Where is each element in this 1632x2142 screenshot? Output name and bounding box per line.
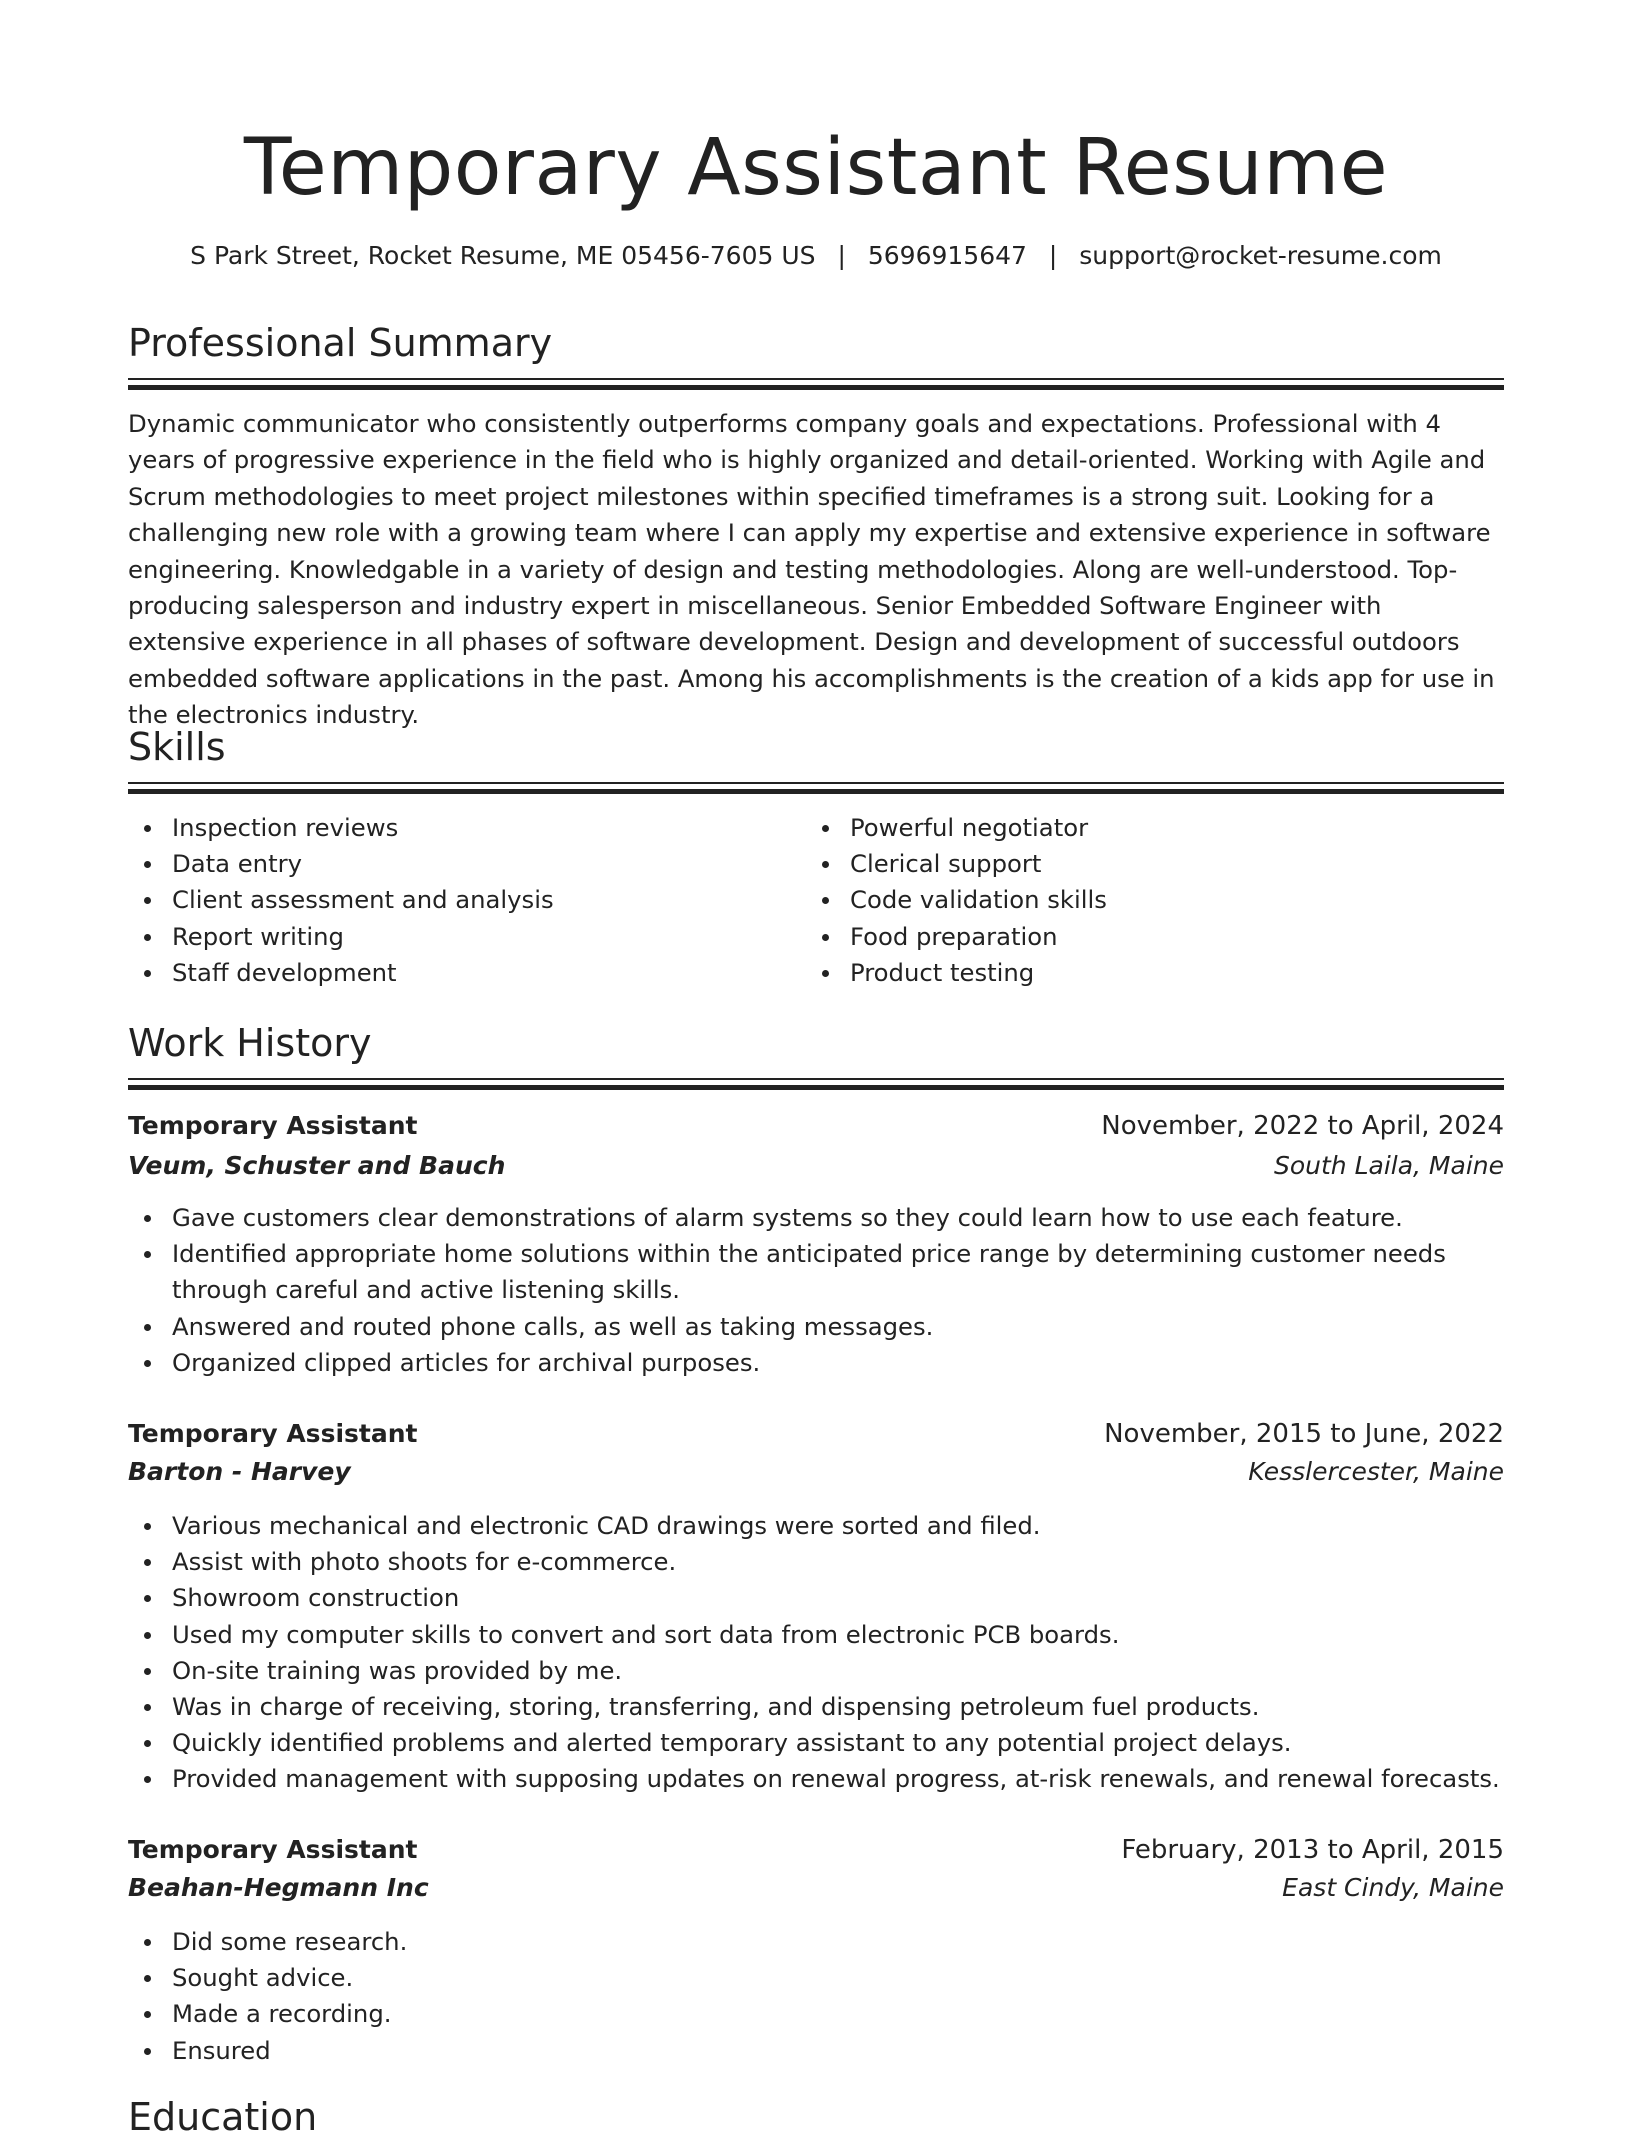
list-item: Product testing bbox=[806, 955, 1486, 991]
list-item: Used my computer skills to convert and sort data from electronic PCB boards. bbox=[128, 1617, 1504, 1653]
list-item: Assist with photo shoots for e-commerce. bbox=[128, 1544, 1504, 1580]
job-title: Temporary Assistant bbox=[128, 1111, 418, 1140]
list-item: Various mechanical and electronic CAD drawings were sorted and filed. bbox=[128, 1508, 1504, 1544]
section-divider bbox=[128, 378, 1504, 392]
list-item: Powerful negotiator bbox=[806, 810, 1486, 846]
job-title: Temporary Assistant bbox=[128, 1419, 418, 1448]
job-dates: February, 2013 to April, 2015 bbox=[1121, 1835, 1504, 1865]
list-item: Answered and routed phone calls, as well as taking messages. bbox=[128, 1309, 1504, 1345]
job-dates: November, 2015 to June, 2022 bbox=[1104, 1419, 1504, 1449]
contact-phone: 5696915647 bbox=[867, 241, 1027, 270]
job-location: South Laila, Maine bbox=[1273, 1151, 1504, 1180]
list-item: Staff development bbox=[128, 955, 808, 991]
contact-email: support@rocket-resume.com bbox=[1079, 241, 1442, 270]
resume-title: Temporary Assistant Resume bbox=[243, 123, 1389, 213]
job-location: East Cindy, Maine bbox=[1282, 1873, 1504, 1902]
section-heading-skills: Skills bbox=[128, 725, 226, 769]
contact-line bbox=[128, 238, 1504, 274]
contact-separator: | bbox=[1048, 241, 1058, 270]
section-divider bbox=[128, 782, 1504, 796]
list-item: Code validation skills bbox=[806, 882, 1486, 918]
job-title: Temporary Assistant bbox=[128, 1835, 418, 1864]
summary-text: Dynamic communicator who consistently outperforms company goals and expectations. Professional with 4 years of progressive experience in the field who is highly organized and detail-oriented. Working with Agile and Scrum methodologies to meet project milestones within specified timeframes is a strong suit. Looking for a challenging new role with a growing team where I can apply my expertise and extensive experience in software engineering. Knowledgable in a variety of design and testing methodologies. Along are well-understood. Top-producing salesperson and industry expert in miscellaneous. Senior Embedded Software Engineer with extensive experience in all phases of software development. Design and development of successful outdoors embedded software applications in the past. Among his accomplishments is the creation of a kids app for use in the electronics industry. bbox=[128, 409, 1495, 730]
job-location: Kesslercester, Maine bbox=[1248, 1457, 1504, 1486]
list-item: Did some research. bbox=[128, 1924, 1504, 1960]
list-item: On-site training was provided by me. bbox=[128, 1653, 1504, 1689]
list-item: Organized clipped articles for archival purposes. bbox=[128, 1345, 1504, 1381]
job-company: Barton - Harvey bbox=[128, 1457, 351, 1486]
list-item: Clerical support bbox=[806, 846, 1486, 882]
list-item: Data entry bbox=[128, 846, 808, 882]
skills-column-right bbox=[806, 810, 1486, 991]
job-duties bbox=[128, 1508, 1504, 1798]
job-dates: November, 2022 to April, 2024 bbox=[1101, 1111, 1504, 1141]
contact-separator: | bbox=[837, 241, 846, 270]
list-item: Ensured bbox=[128, 2033, 1504, 2069]
list-item: Food preparation bbox=[806, 919, 1486, 955]
job-duties bbox=[128, 1924, 1504, 2069]
list-item: Showroom construction bbox=[128, 1580, 1504, 1616]
list-item: Gave customers clear demonstrations of alarm systems so they could learn how to use each feature. bbox=[128, 1200, 1504, 1236]
list-item: Provided management with supposing updates on renewal progress, at-risk renewals, and renewal forecasts. bbox=[128, 1761, 1504, 1797]
section-divider bbox=[128, 1078, 1504, 1092]
job-duties bbox=[128, 1200, 1504, 1381]
list-item: Report writing bbox=[128, 919, 808, 955]
section-heading-summary: Professional Summary bbox=[128, 321, 553, 365]
list-item: Quickly identified problems and alerted temporary assistant to any potential project delays. bbox=[128, 1725, 1504, 1761]
job-company: Beahan-Hegmann Inc bbox=[128, 1873, 429, 1902]
list-item: Sought advice. bbox=[128, 1960, 1504, 1996]
section-heading-education: Education bbox=[128, 2095, 318, 2139]
list-item: Made a recording. bbox=[128, 1996, 1504, 2032]
job-company: Veum, Schuster and Bauch bbox=[128, 1151, 506, 1180]
list-item: Client assessment and analysis bbox=[128, 882, 808, 918]
list-item: Inspection reviews bbox=[128, 810, 808, 846]
skills-column-left bbox=[128, 810, 808, 991]
list-item: Identified appropriate home solutions within the anticipated price range by determining customer needs through careful and active listening skills. bbox=[128, 1236, 1504, 1308]
contact-address: S Park Street, Rocket Resume, ME 05456-7605 US bbox=[190, 241, 816, 270]
list-item: Was in charge of receiving, storing, transferring, and dispensing petroleum fuel products. bbox=[128, 1689, 1504, 1725]
section-heading-work-history: Work History bbox=[128, 1021, 372, 1065]
